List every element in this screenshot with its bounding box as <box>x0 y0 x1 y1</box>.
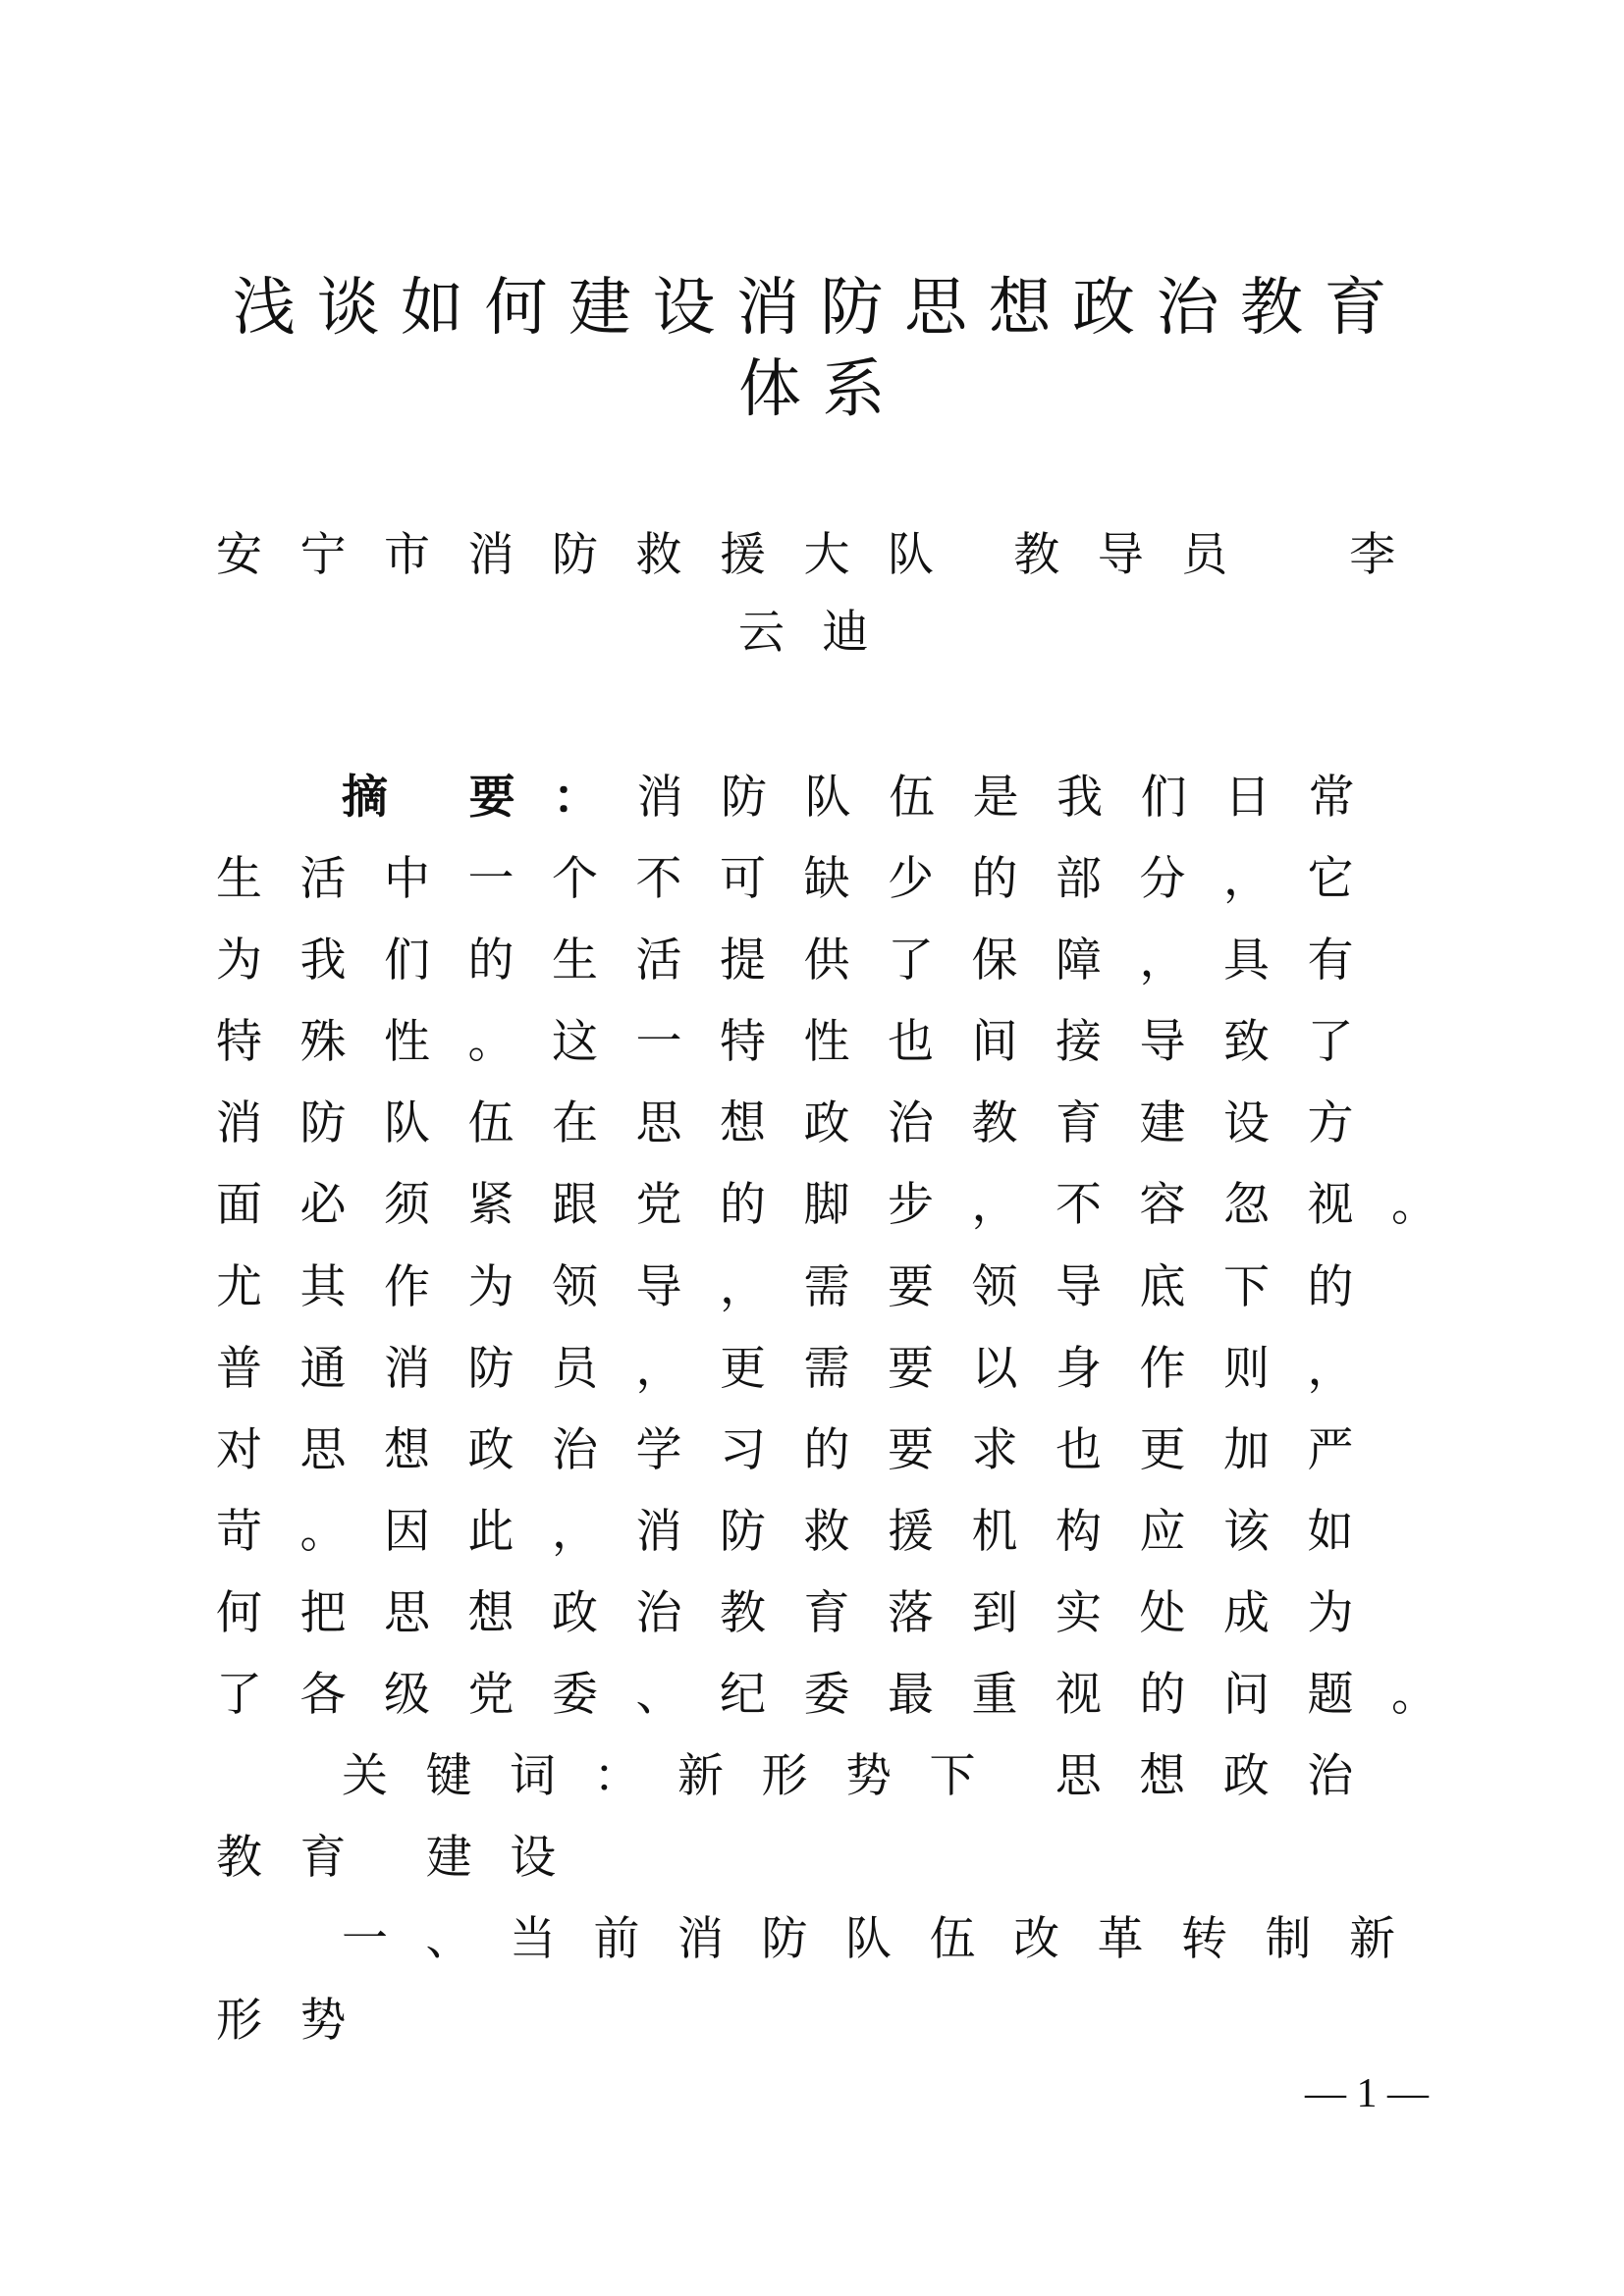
abstract-first-line <box>216 757 1591 838</box>
abstract-line: 普通消防员，更需要以身作则， <box>216 1341 1391 1396</box>
page-number: — 1 — <box>1305 2071 1429 2116</box>
section-heading-line: 形势 <box>216 1994 384 2049</box>
abstract-line: 对思想政治学习的要求也更加严 <box>216 1422 1391 1477</box>
abstract-line: 苛。因此，消防救援机构应该如 <box>216 1504 1391 1559</box>
abstract-line: 生活中一个不可缺少的部分，它 <box>216 852 1391 907</box>
abstract-text: 消防队伍是我们日常 <box>636 771 1393 825</box>
document-body <box>216 757 1591 2062</box>
keywords-line: 关键词：新形势下 思想政治 <box>342 1749 1391 1804</box>
author-line-2: 云迪 <box>738 606 906 660</box>
abstract-line: 为我们的生活提供了保障，具有 <box>216 934 1391 988</box>
section-heading-line: 一、当前消防队伍改革转制新 <box>342 1912 1434 1967</box>
document-title-line-2: 体系 <box>738 353 906 426</box>
abstract-line: 了各级党委、纪委最重视的问题。 <box>216 1668 1476 1723</box>
abstract-line: 尤其作为领导，需要领导底下的 <box>216 1259 1391 1314</box>
abstract-line: 面必须紧跟党的脚步，不容忽视。 <box>216 1178 1476 1233</box>
author-line-1: 安宁市消防救援大队 教导员 李 <box>216 528 1434 582</box>
keywords-line: 教育 建设 <box>216 1831 594 1886</box>
abstract-line: 消防队伍在思想政治教育建设方 <box>216 1096 1391 1151</box>
abstract-label: 摘 要： <box>342 771 637 825</box>
abstract-line: 何把思想政治教育落到实处成为 <box>216 1585 1391 1640</box>
abstract-line: 特殊性。这一特性也间接导致了 <box>216 1015 1391 1070</box>
document-title-line-1: 浅谈如何建设消防思想政治教育 <box>233 272 1408 345</box>
